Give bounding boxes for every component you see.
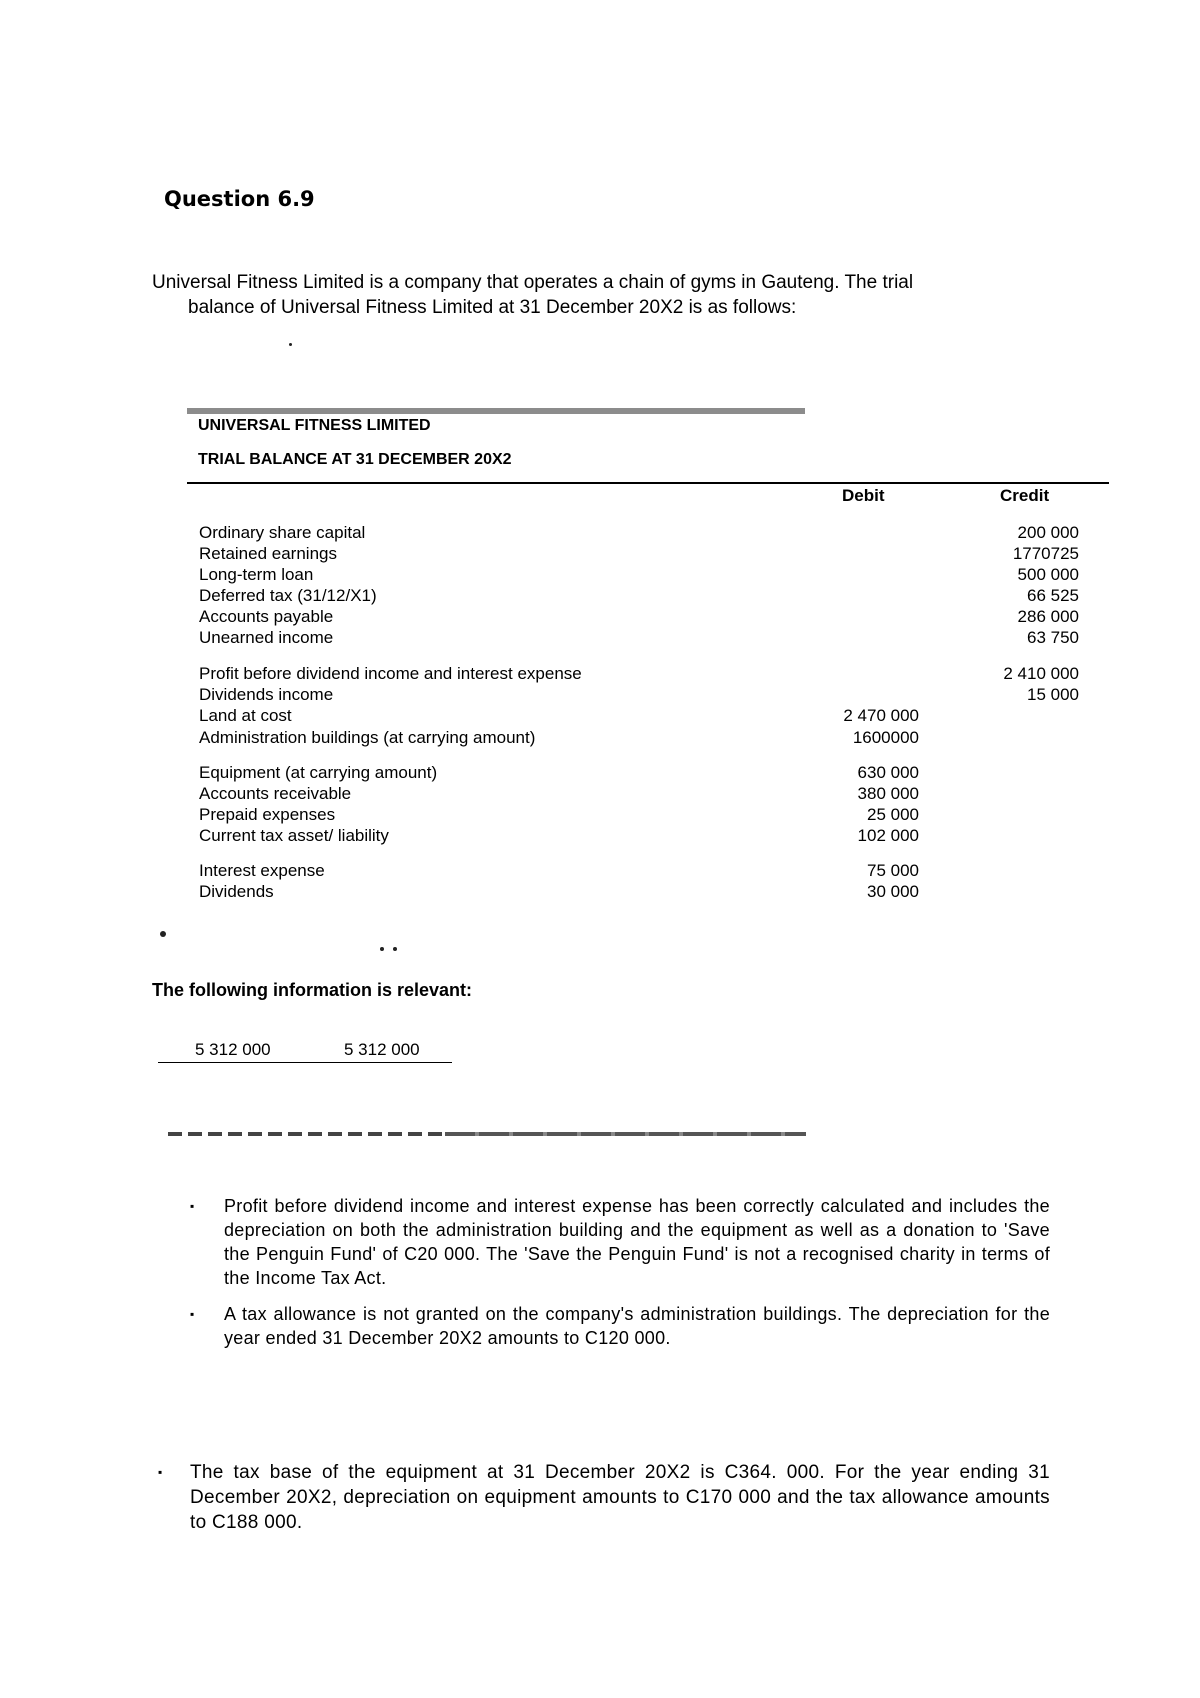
company-name: UNIVERSAL FITNESS LIMITED	[198, 417, 431, 434]
row-credit: 15 000	[1027, 685, 1079, 704]
bullet-text: A tax allowance is not granted on the company's administration buildings. The depreciation for the year ended 31 December 20X2 amounts to C120 000.	[224, 1304, 1050, 1348]
bullet-mark: ▪	[190, 1199, 195, 1213]
info-bullet	[158, 1460, 1050, 1536]
row-debit: 30 000	[867, 882, 919, 901]
row-label: Dividends income	[199, 685, 334, 704]
row-label: Administration buildings (at carrying amount)	[199, 728, 536, 747]
table-row	[199, 860, 1079, 881]
row-debit: 2 470 000	[843, 706, 919, 725]
intro-line-1: Universal Fitness Limited is a company that operates a chain of gyms in Gauteng. The trial	[152, 272, 914, 293]
row-credit: 66 525	[1027, 586, 1079, 605]
header-rule	[187, 482, 1109, 484]
table-row	[199, 564, 1079, 585]
row-credit: 200 000	[1017, 523, 1079, 542]
total-credit: 5 312 000	[344, 1040, 420, 1059]
table-row	[199, 727, 1079, 748]
trial-balance-title: TRIAL BALANCE AT 31 DECEMBER 20X2	[198, 451, 512, 468]
row-label: Profit before dividend income and interest expense	[199, 664, 582, 683]
table-row	[199, 585, 1079, 606]
table-row	[199, 762, 1079, 783]
row-label: Equipment (at carrying amount)	[199, 763, 438, 782]
row-label: Accounts receivable	[199, 784, 352, 803]
row-credit: 500 000	[1017, 565, 1079, 584]
info-bullet	[190, 1194, 1050, 1292]
table-top-bar	[187, 408, 805, 414]
table-row	[199, 705, 1079, 726]
row-label: Interest expense	[199, 861, 325, 880]
table-row	[199, 663, 1079, 684]
bullet-mark: ▪	[158, 1465, 163, 1479]
row-label: Ordinary share capital	[199, 523, 366, 542]
row-debit: 380 000	[857, 784, 919, 803]
table-row	[199, 825, 1079, 846]
row-label: Deferred tax (31/12/X1)	[199, 586, 377, 605]
info-title: The following information is relevant:	[152, 980, 473, 1000]
intro-line-2: balance of Universal Fitness Limited at 31 December 20X2 is as follows:	[188, 297, 797, 318]
bullet-mark: ▪	[190, 1307, 195, 1321]
stray-mark	[160, 931, 166, 937]
table-row	[199, 606, 1079, 627]
stray-mark	[289, 343, 292, 346]
total-debit: 5 312 000	[195, 1040, 271, 1059]
row-label: Dividends	[199, 882, 274, 901]
info-bullet	[190, 1302, 1050, 1352]
row-label: Land at cost	[199, 706, 292, 725]
table-row	[199, 684, 1079, 705]
row-label: Long-term loan	[199, 565, 314, 584]
row-debit: 1600000	[852, 728, 919, 747]
row-credit: 286 000	[1017, 607, 1079, 626]
bullet-text: The tax base of the equipment at 31 December 20X2 is C364. 000. For the year ending 31 December 20X2, depreciation on equipment amounts to C170 000 and the tax allowance amounts to C188 000.	[190, 1462, 1050, 1533]
row-credit: 2 410 000	[1003, 664, 1079, 683]
row-label: Current tax asset/ liability	[199, 826, 389, 845]
table-row	[199, 543, 1079, 564]
row-label: Unearned income	[199, 628, 334, 647]
row-credit: 63 750	[1027, 628, 1079, 647]
row-label: Prepaid expenses	[199, 805, 336, 824]
credit-header: Credit	[1000, 486, 1050, 505]
row-credit: 1770725	[1012, 544, 1079, 563]
row-debit: 630 000	[857, 763, 919, 782]
totals-underline	[158, 1062, 452, 1063]
row-debit: 75 000	[867, 861, 919, 880]
table-row	[199, 627, 1079, 648]
bullet-text: Profit before dividend income and interest expense has been correctly calculated and includes the depreciation on both the administration building and the equipment as well as a donation to 'Save the Penguin Fund' of C20 000. The 'Save the Penguin Fund' is not a recognised charity in terms of the Income Tax Act.	[224, 1196, 1050, 1288]
table-row	[199, 783, 1079, 804]
row-debit: 102 000	[857, 826, 919, 845]
stray-mark	[380, 947, 384, 951]
dashed-rule-overlay	[445, 1132, 806, 1136]
row-label: Retained earnings	[199, 544, 337, 563]
intro-paragraph	[152, 270, 1060, 320]
row-label: Accounts payable	[199, 607, 334, 626]
table-row	[199, 804, 1079, 825]
stray-mark	[393, 947, 397, 951]
table-row	[199, 522, 1079, 543]
table-row	[199, 881, 1079, 902]
row-debit: 25 000	[867, 805, 919, 824]
question-title: Question 6.9	[164, 187, 315, 211]
debit-header: Debit	[842, 486, 885, 505]
